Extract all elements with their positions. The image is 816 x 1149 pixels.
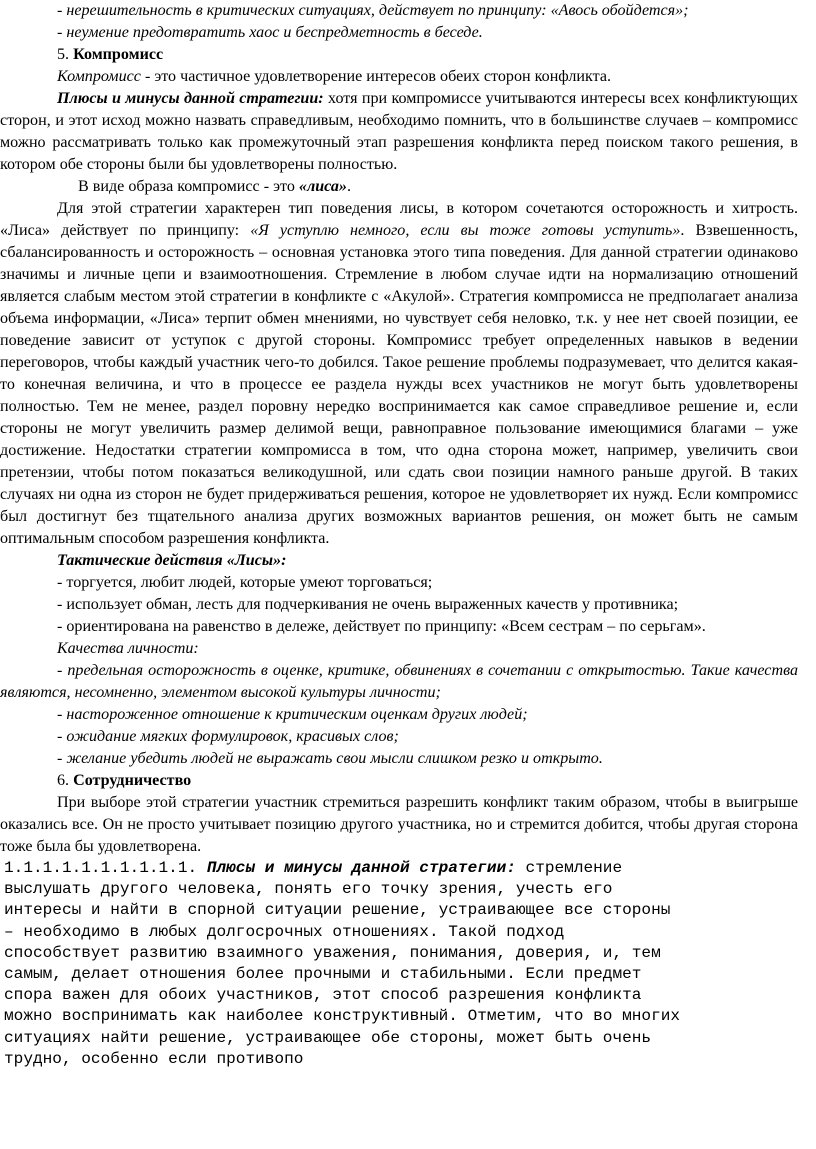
cooperation-pros-cons-block — [0, 858, 798, 1070]
tactics-heading: Тактические действия «Лисы»: — [57, 552, 287, 569]
mono-line-text: стремление — [515, 859, 623, 877]
fox-strategy-paragraph — [0, 198, 798, 550]
quality-item: - желание убедить людей не выражать свои мысли слишком резко и открыто. — [57, 750, 603, 767]
fox-image-line — [0, 176, 798, 198]
pros-cons-text: хотя при компромиссе учитываются интересы всех конфликтующих сторон, и этот исход можно назвать справедливым, необходимо помнить, что в большинстве случаев – компромисс можно рассматривать только как промежуточный этап разрешения конфликта перед поиском такого решения, в котором обе стороны были бы удовлетворены полностью. — [0, 90, 798, 173]
cooperation-pros-cons-label: Плюсы и минусы данной стратегии: — [206, 859, 516, 877]
fox-paragraph-part-1: Для этой стратегии характерен тип поведения лисы, в котором сочетаются осторожность и хитрость. «Лиса» действует по принципу: — [0, 200, 798, 239]
tactic-item: - торгуется, любит людей, которые умеют торговаться; — [57, 574, 433, 591]
fox-principle-quote: «Я уступлю немного, если вы тоже готовы уступить» — [250, 222, 681, 239]
mono-line: самым, делает отношения более прочными и стабильными. Если предмет — [4, 965, 642, 984]
tactic-item: - использует обман, лесть для подчеркивания не очень выраженных качеств у противника; — [57, 596, 679, 613]
pros-cons-paragraph — [0, 88, 798, 176]
section-6-heading — [0, 770, 798, 792]
mono-line: можно воспринимать как наиболее конструктивный. Отметим, что во многих — [4, 1007, 681, 1026]
fox-image-prefix: В виде образа компромисс - это — [78, 178, 299, 195]
mono-line: – необходимо в любых долгосрочных отношениях. Такой подход — [4, 922, 565, 941]
definition-text: - это частичное удовлетворение интересов обеих сторон конфликта. — [140, 68, 611, 85]
mono-line: трудно, особенно если противопо — [4, 1049, 304, 1068]
fox-paragraph-part-2: . Взвешенность, сбалансированность и осторожность – основная установка этого типа поведения. Для данной стратегии одинаково значимы и личные цепи и взаимоотношения. Стремление в любом случае идти на нормализацию отношений является слабым местом этой стратегии в конфликте с «Акулой». Стратегия компромисса не предполагает анализа объема информации, «Лиса» терпит обмен мнениями, но чувствует себя неловко, т.к. у нее нет своей позиции, ее поведение зависит от уступок с другой стороны. Компромисс требует определенных навыков в ведении переговоров, чтобы каждый участник чего-то добился. Такое решение проблемы подразумевает, что делится какая-то конечная величина, и что в процессе ее раздела нужды всех участников не могут быть удовлетворены полностью. Тем не менее, раздел поровну нередко воспринимается как самое справедливое решение и, если стороны не могут увеличить размер делимой вещи, равноправное пользование имеющимися благами – уже достижение. Недостатки стратегии компромисса в том, что одна сторона может, например, увеличить свои претензии, чтобы потом показаться великодушной, или сдать свои позиции намного раньше другой. В таких случаях ни одна из сторон не будет придерживаться решения, которое не удовлетворяет их нужд. Если компромисс был достигнут без тщательного анализа других возможных вариантов решения, он может быть не самым оптимальным способом разрешения конфликта. — [0, 222, 798, 547]
definition-term: Компромисс — [57, 68, 141, 85]
mono-line-first — [4, 858, 792, 879]
section-6-title: Сотрудничество — [73, 772, 192, 789]
pros-cons-label: Плюсы и минусы данной стратегии: — [57, 90, 324, 107]
section-5-heading — [0, 44, 798, 66]
section-5-title: Компромисс — [73, 46, 164, 63]
compromise-definition — [0, 66, 798, 88]
mono-line: способствует развитию взаимного уважения, понимания, доверия, и, тем — [4, 943, 661, 962]
qualities-heading: Качества личности: — [57, 640, 199, 657]
mono-line: ситуациях найти решение, устраивающее обе стороны, может быть очень — [4, 1028, 652, 1047]
mono-line: выслушать другого человека, понять его точку зрения, учесть его — [4, 880, 613, 899]
section-6-number: 6. — [57, 772, 74, 789]
mono-line: интересы и найти в спорной ситуации решение, устраивающее все стороны — [4, 901, 671, 920]
list-number-prefix: 1.1.1.1.1.1.1.1.1.1. — [4, 859, 207, 877]
section-5-number: 5. — [57, 46, 74, 63]
bullet-indecision: - нерешительность в критических ситуациях, действует по принципу: «Авось обойдется»; — [57, 2, 689, 19]
bullet-chaos: - неумение предотвратить хаос и беспредметность в беседе. — [57, 24, 483, 41]
fox-image-word: «лиса» — [298, 178, 347, 195]
quality-item: - предельная осторожность в оценке, критике, обвинениях в сочетании с открытостью. Такие качества являются, несомненно, элементом высокой культуры личности; — [0, 662, 798, 701]
quality-item: - ожидание мягких формулировок, красивых слов; — [57, 728, 399, 745]
mono-line: спора важен для обоих участников, этот способ разрешения конфликта — [4, 986, 642, 1005]
tactic-item: - ориентирована на равенство в дележе, действует по принципу: «Всем сестрам – по серьгам». — [57, 618, 706, 635]
quality-item: - настороженное отношение к критическим оценкам других людей; — [57, 706, 528, 723]
fox-image-suffix: . — [346, 178, 351, 195]
cooperation-intro: При выборе этой стратегии участник стремиться разрешить конфликт таким образом, чтобы в выигрыше оказались все. Он не просто учитывает позицию другого участника, но и стремится добится, чтобы другая сторона тоже была бы удовлетворена. — [0, 794, 798, 855]
